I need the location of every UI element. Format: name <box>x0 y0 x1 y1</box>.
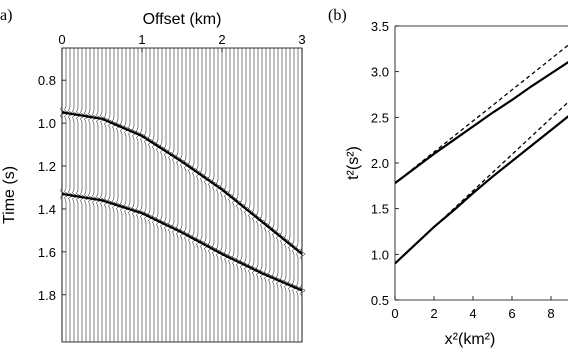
panel-a-trace <box>93 48 98 342</box>
panel-b-series-3 <box>395 100 568 263</box>
panel-a-ytick-label: 1.8 <box>37 287 56 303</box>
panel-b-ytick-label: 0.5 <box>370 293 389 308</box>
panel-a-trace <box>149 48 154 342</box>
panel-a-trace <box>125 48 130 342</box>
panel-a-trace <box>205 48 209 342</box>
panel-b-ytick-label: 1.5 <box>370 201 389 217</box>
panel-a-trace <box>277 48 282 342</box>
panel-a-trace <box>77 48 82 342</box>
panel-a-trace <box>129 48 134 342</box>
panel-a-trace <box>89 48 94 342</box>
panel-b-series-1 <box>395 43 568 183</box>
panel-a-trace <box>245 48 250 342</box>
panel-a-trace <box>193 48 198 342</box>
panel-b-xlabel: x²(km²) <box>444 331 496 348</box>
panel-a-trace <box>173 48 177 342</box>
panel-a-xtick-label: 3 <box>298 32 306 47</box>
panel-a-trace <box>185 48 189 342</box>
panel-b-ylabel: t²(s²) <box>345 146 362 180</box>
panel-b-series-0 <box>395 61 568 183</box>
panel-a-trace <box>301 48 306 342</box>
panel-b-xtick-label: 6 <box>508 306 516 321</box>
panel-a-trace <box>285 48 290 342</box>
panel-a-trace <box>253 48 257 342</box>
panel-a-trace <box>137 48 142 342</box>
panel-a-trace <box>241 48 246 342</box>
panel-a-trace <box>269 48 274 342</box>
panel-a-ytick-label: 1.6 <box>37 244 56 260</box>
panel-a-trace <box>209 48 214 342</box>
panel-a-trace <box>113 48 118 342</box>
panel-a-trace <box>213 48 218 342</box>
panel-a-trace <box>257 48 261 342</box>
panel-a-xtick-label: 2 <box>218 32 226 47</box>
panel-a-trace <box>201 48 206 342</box>
panel-a-trace <box>217 48 222 342</box>
panel-a-trace <box>233 48 238 342</box>
panel-b-ticks <box>371 19 555 321</box>
panel-a-trace <box>161 48 166 342</box>
panel-a-trace <box>133 48 137 342</box>
panel-b-xtick-label: 8 <box>547 306 555 321</box>
panel-a-trace <box>189 48 194 342</box>
panel-a-label: a) <box>0 7 13 24</box>
panel-a-trace <box>249 48 254 342</box>
panel-a-trace <box>101 48 106 342</box>
panel-a-trace <box>181 48 186 342</box>
panel-a-trace <box>97 48 102 342</box>
panel-a-trace <box>289 48 293 342</box>
panel-a-trace <box>117 48 121 342</box>
panel-a-trace <box>153 48 158 342</box>
panel-a-trace <box>237 48 242 342</box>
panel-a-trace <box>261 48 266 342</box>
panel-b-chart <box>345 19 568 348</box>
panel-a-trace <box>169 48 174 342</box>
panel-b-label: (b) <box>328 7 347 24</box>
panel-a-trace <box>265 48 270 342</box>
panel-a-chart <box>1 11 306 342</box>
panel-b-ytick-label: 2.0 <box>370 156 389 171</box>
panel-a-trace <box>177 48 182 342</box>
panel-b-xtick-label: 0 <box>391 306 399 321</box>
panel-a-trace <box>109 48 114 342</box>
panel-a-xtick-label: 1 <box>138 32 146 47</box>
panel-b-ytick-label: 3.0 <box>370 64 389 80</box>
panel-a-ylabel: Time (s) <box>1 165 18 225</box>
panel-b-ytick-label: 1.0 <box>370 247 389 263</box>
panel-a-trace <box>281 48 286 342</box>
panel-b-xtick-label: 4 <box>469 306 477 321</box>
panel-a-trace <box>273 48 277 342</box>
panel-a-ytick-label: 1.0 <box>37 116 56 132</box>
panel-a-trace <box>121 48 126 342</box>
panel-a-trace <box>157 48 162 342</box>
panel-a-ytick-label: 0.8 <box>37 73 56 89</box>
panel-b-series <box>395 43 568 263</box>
panel-a-traces <box>61 48 306 342</box>
panel-b-series-2 <box>395 115 568 264</box>
panel-b-ytick-label: 2.5 <box>370 110 389 126</box>
panel-a-trace <box>297 48 302 342</box>
panel-a-trace <box>145 48 150 342</box>
panel-b-xtick-label: 2 <box>430 306 438 321</box>
panel-a-trace <box>141 48 146 342</box>
panel-a-ytick-label: 1.4 <box>37 201 56 217</box>
panel-a-trace <box>165 48 170 342</box>
panel-a-xtick-label: 0 <box>58 32 66 47</box>
panel-a-trace <box>293 48 298 342</box>
panel-a-ytick-label: 1.2 <box>37 159 56 175</box>
panel-a-trace <box>105 48 109 342</box>
panel-a-trace <box>221 48 226 342</box>
panel-a-trace <box>197 48 202 342</box>
panel-a-xlabel: Offset (km) <box>142 11 222 28</box>
panel-b-ytick-label: 3.5 <box>370 19 389 34</box>
